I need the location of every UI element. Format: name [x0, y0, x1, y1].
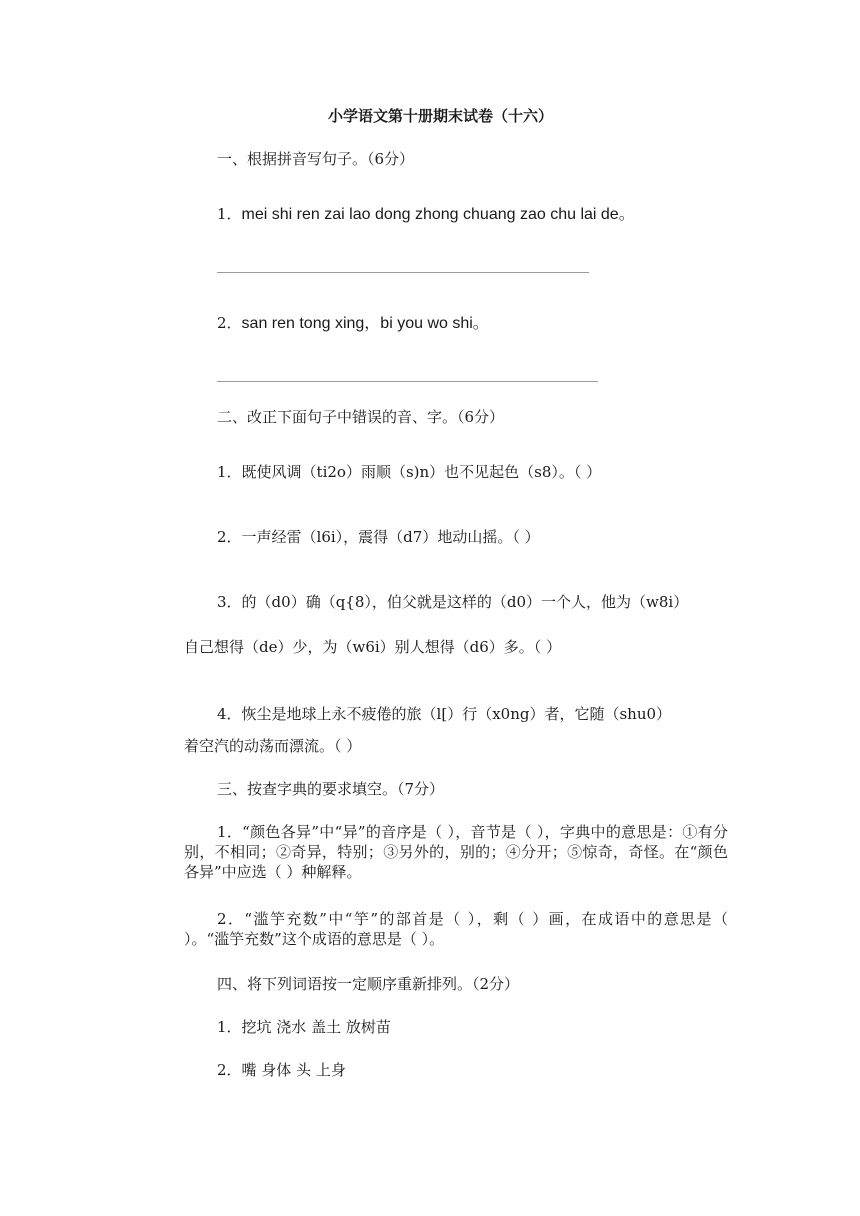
- section-1-heading: 一、根据拼音写句子。（6分）: [217, 150, 415, 168]
- section-3-heading: 三、按查字典的要求填空。（7分）: [217, 780, 445, 798]
- s1-q2-number: 2．: [217, 314, 242, 332]
- section-4-heading: 四、将下列词语按一定顺序重新排列。（2分）: [217, 975, 520, 993]
- s2-question-1: 1．既使风调（ti2o）雨顺（s)n）也不见起色（s8）。（ ）: [217, 463, 602, 481]
- section-2-heading: 二、改正下面句子中错误的音、字。（6分）: [217, 408, 505, 426]
- answer-line-2[interactable]: [217, 381, 598, 382]
- s1-q2-pinyin: san ren tong xing，bi you wo shi。: [241, 315, 489, 332]
- answer-line-1[interactable]: [217, 272, 589, 273]
- page-title: 小学语文第十册期末试卷（十六）: [328, 107, 554, 125]
- s2-question-3-line-1: 3．的（d0）确（q{8），伯父就是这样的（d0）一个人，他为（w8i）: [217, 593, 689, 611]
- s3-question-2: 2．“滥竽充数”中“竽”的部首是（ ），剩（ ）画，在成语中的意思是（ ）。“滥竽充数”这个成语的意思是（ ）。: [184, 910, 728, 948]
- s1-question-1: [217, 204, 635, 225]
- s2-question-2: 2．一声经雷（l6i），震得（d7）地动山摇。（ ）: [217, 528, 540, 546]
- s1-q1-number: 1．: [217, 205, 242, 223]
- s3-question-1: 1．“颜色各异”中“异”的音序是（ ），音节是（ ），字典中的意思是：①有分别，不相同；②奇异，特别；③另外的，别的；④分开；⑤惊奇，奇怪。在“颜色各异”中应选（ ）种解释。: [184, 823, 728, 881]
- s2-question-4-line-2: 着空汽的动荡而漂流。（ ）: [184, 737, 362, 755]
- s4-question-1: 1．挖坑 浇水 盖土 放树苗: [217, 1018, 391, 1036]
- s4-question-2: 2．嘴 身体 头 上身: [217, 1061, 346, 1079]
- s1-q1-pinyin: mei shi ren zai lao dong zhong chuang zao chu lai de。: [241, 206, 635, 223]
- s2-question-3-line-2: 自己想得（de）少，为（w6i）别人想得（d6）多。（ ）: [184, 638, 562, 656]
- s1-question-2: [217, 313, 489, 334]
- s2-question-4-line-1: 4．恢尘是地球上永不疲倦的旅（l[）行（x0ng）者，它随（shu0）: [217, 705, 672, 723]
